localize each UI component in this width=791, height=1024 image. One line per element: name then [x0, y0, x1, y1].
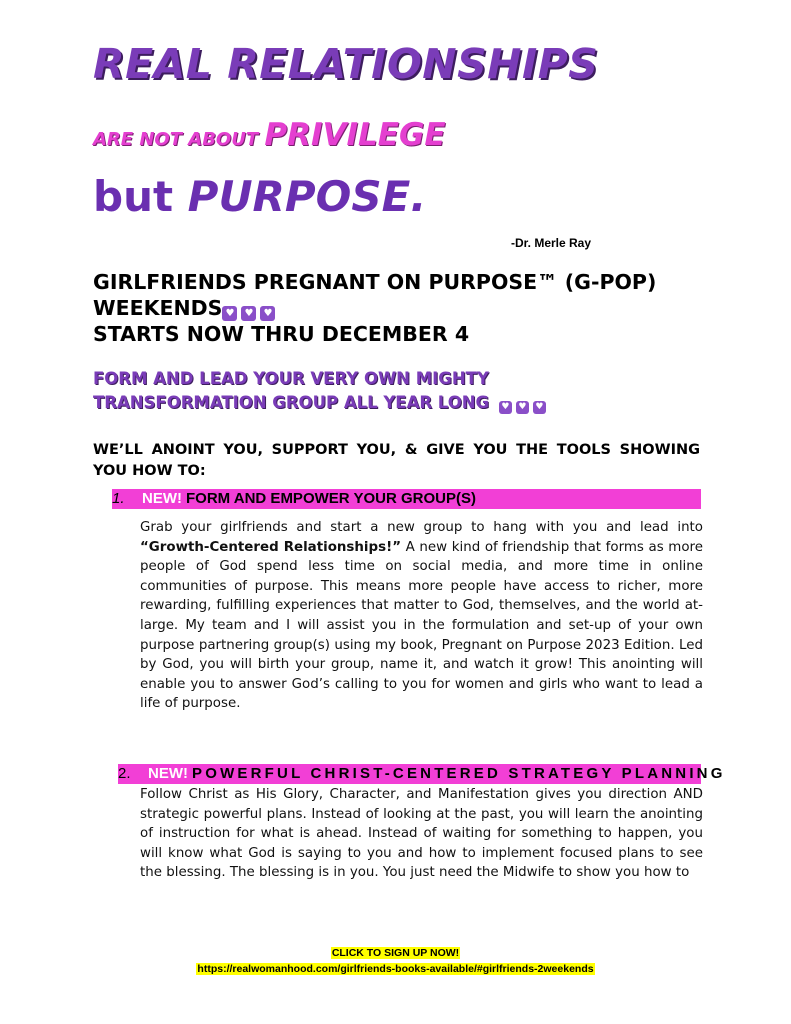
item-1-body-bold: “Growth-Centered Relationships!” — [140, 539, 401, 555]
item-1-number: 1. — [112, 490, 125, 507]
gpop-weekends: WEEKENDS — [93, 296, 223, 320]
item-1-heading — [112, 489, 701, 509]
heart-icon: ♥ — [533, 401, 546, 414]
hero-line-1: REAL RELATIONSHIPS — [93, 40, 599, 88]
hero-line-3 — [93, 172, 426, 221]
item-1-new-badge: NEW! — [142, 490, 182, 507]
heart-icon: ♥ — [241, 306, 256, 321]
item-2-heading — [118, 764, 726, 784]
form-lead-line-2-text: TRANSFORMATION GROUP ALL YEAR LONG — [93, 393, 490, 412]
gpop-line-3: STARTS NOW THRU DECEMBER 4 — [93, 322, 470, 346]
hero-line-3-but: but — [93, 172, 188, 221]
heart-icon: ♥ — [516, 401, 529, 414]
hero-line-2-small: ARE NOT ABOUT — [93, 129, 265, 150]
anoint-heading: WE’LL ANOINT YOU, SUPPORT YOU, & GIVE YOU THE TOOLS SHOWING YOU HOW TO: — [93, 442, 700, 479]
item-1-body — [140, 518, 703, 714]
gpop-heading — [93, 269, 703, 347]
item-2-title: POWERFUL CHRIST-CENTERED STRATEGY PLANNING — [192, 765, 726, 782]
hero-line-3-purpose: PURPOSE. — [187, 172, 427, 221]
sign-up-url-link[interactable]: https://realwomanhood.com/girlfriends-books-available/#girlfriends-2weekends — [197, 963, 594, 975]
author-attribution: -Dr. Merle Ray — [511, 236, 592, 250]
item-2-body: Follow Christ as His Glory, Character, and Manifestation gives you direction AND strategic powerful plans. Instead of looking at the past, you will learn the anointing of instruction for what is ahead. Instead of waiting for something to happen, you will know what God is saying to you and how to implement focused plans to see the blessing. The blessing is in you. You just need the Midwife to show you how to — [140, 787, 703, 881]
heart-icon: ♥ — [499, 401, 512, 414]
heart-icon: ♥ — [222, 306, 237, 321]
item-1-body-post: A new kind of friendship that forms as more people of God spend less time on social media, and more time in online communities of purpose. This means more people have access to richer, more rewarding, fulfilling experiences that matter to God, themselves, and the world at-large. My team and I will assist you in the formulation and set-up of your own purpose partnering group(s) using my book, Pregnant on Purpose 2023 Edition. Led by God, you will birth your group, name it, and watch it grow! This anointing will enable you to answer God’s calling to you for women and girls who want to lead a life of purpose. — [140, 539, 703, 712]
gpop-line-1: GIRLFRIENDS PREGNANT ON PURPOSE™ (G-POP) — [93, 270, 657, 294]
heart-icon: ♥ — [260, 306, 275, 321]
form-lead-line-1: FORM AND LEAD YOUR VERY OWN MIGHTY — [93, 369, 489, 388]
hero-line-2 — [93, 117, 446, 153]
sign-up-link[interactable]: CLICK TO SIGN UP NOW! — [331, 947, 460, 959]
form-lead-heading — [93, 367, 703, 415]
gpop-line-2 — [93, 295, 703, 321]
item-2-number: 2. — [118, 765, 131, 782]
item-2-new-badge: NEW! — [148, 765, 188, 782]
footer — [0, 945, 791, 977]
hero-line-2-privilege: PRIVILEGE — [264, 117, 446, 153]
item-1-title: FORM AND EMPOWER YOUR GROUP(S) — [186, 490, 477, 507]
form-lead-line-2 — [93, 391, 703, 415]
item-1-body-pre: Grab your girlfriends and start a new group to hang with you and lead into — [140, 520, 703, 535]
